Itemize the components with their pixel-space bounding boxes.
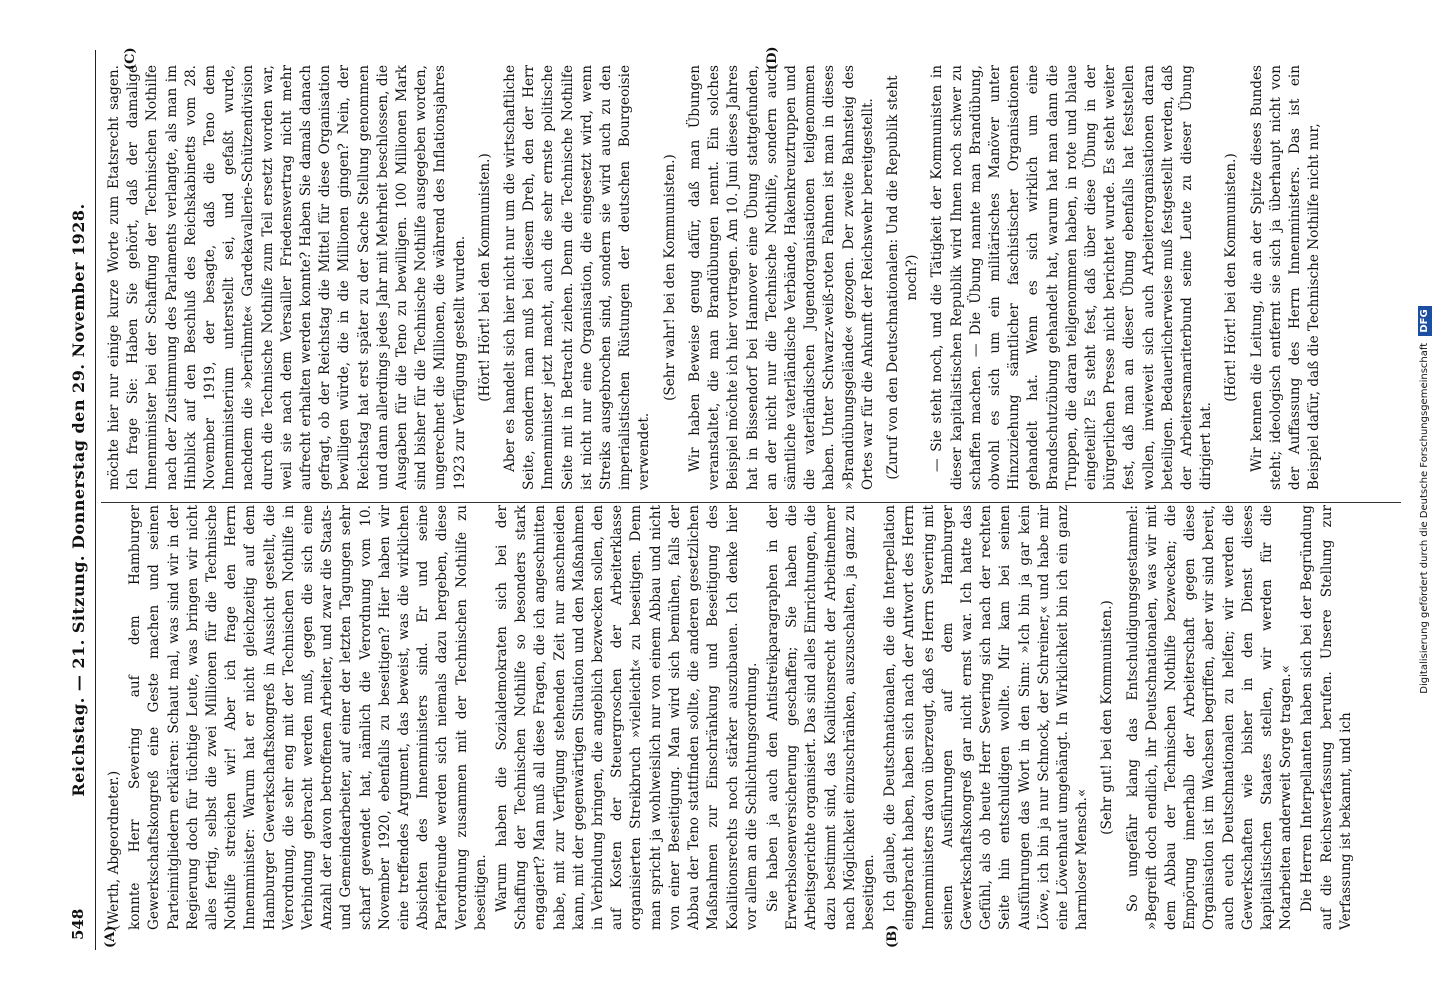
interjection: (Hört! Hört! bei den Kommunisten.)	[1223, 153, 1240, 402]
paragraph: So ungefähr klang das Entschuldigungsgestammel: »Begreift doch endlich, ihr Deutschnationalen, was wir mit dem Abbau der Technischen Nothilfe bezwecken; die Empörung innerhalb der Arbeiterschaft gegen diese Organisation ist im Wachsen begriffen, aber wir sind bereit, auch euch Deutschnationalen zu helfen; wir werden die Gewerkschaften wie bisher in den Dienst dieses kapitalistischen Staates stellen, wir werden für die Notarbeiten anderweit Sorge tragen.«	[1124, 505, 1295, 930]
page-header	[65, 50, 93, 950]
interjection: (Hört! Hört! bei den Kommunisten.)	[476, 153, 493, 402]
paragraph: Die Herren Interpellanten haben sich bei der Begründung auf die Reichsverfassung berufen. Unsere Stellung zur Verfassung ist bekannt, und ich	[1299, 505, 1354, 930]
paragraph: Wir kennen die Leitung, die an der Spitze dieses Bundes steht; ideologisch entfernt sie sich ja überhaupt nicht von der Auffassung des Herrn Innenministers. Das ist ein Beispiel dafür, daß die Technische Nothilfe nicht nur,	[1248, 65, 1323, 490]
paragraph: Warum haben die Sozialdemokraten sich bei der Schaffung der Technischen Nothilfe so besonders stark engagiert? Man muß all diese Fragen, die ich angeschnitten habe, mit zur Verfügung stehenden Zeit nur anschneiden kann, mit der gegenwärtigen Situation und den Maßnahmen in Verbindung bringen, die angeblich bezwecken sollen, den auf Kosten der Steuergroschen der Arbeiterklasse organisierten Streikbruch »vielleicht« zu beseitigen. Denn man spricht ja wohlweislich nur von einem Abbau und nicht von einer Beseitigung. Man wird sich bemühen, falls der Abbau der Teno stattfinden sollte, die anderen gesetzlichen Maßnahmen zur Einschränkung und Beseitigung des Koalitionsrechts noch stärker auszubauen. Ich denke hier vor allem an die Schlichtungsordnung.	[494, 505, 760, 930]
rotated-page	[65, 46, 1425, 950]
page-number: 548	[69, 908, 87, 940]
margin-marker-a: (A)	[103, 925, 118, 948]
paragraph: konnte Herr Severing auf dem Hamburger Gewerkschaftskongreß eine Geste machen und seinen Parteimitgliedern erklären: Schaut mal, was sind wir in der Regierung doch für tüchtige Leute, was bringen wir nicht alles fertig, selbst die zwei Millionen für die Technische Nothilfe streichen wir! Aber ich frage den Herrn Innenminister: Warum hat er nicht gleichzeitig auf dem Hamburger Gewerkschaftskongreß in Aussicht gestellt, die Verordnung, die sehr eng mit der Technischen Nothilfe in Verbindung gebracht werden muß, gegen die sich eine Anzahl der davon betroffenen Arbeiter, und zwar die Staats- und Gemeindearbeiter, auf einer der letzten Tagungen sehr scharf gewendet hat, nämlich die Verordnung vom 10. November 1920, ebenfalls zu beseitigen? Hier haben wir eine treffendes Argument, das beweist, was die wirklichen Absichten des Innenministers sind. Er und seine Parteifreunde werden sich niemals dazu hergeben, diese Verordnung zusammen mit der Technischen Nothilfe zu beseitigen.	[127, 505, 489, 930]
paragraph: Aber es handelt sich hier nicht nur um die wirtschaftliche Seite, sondern man muß bei diesem Dreh, den der Herr Innenminister jetzt macht, auch die sehr ernste politische Seite mit in Betracht ziehen. Denn die Technische Nothilfe ist nicht nur eine Organisation, die eingesetzt wird, wenn Streiks ausgebrochen sind, sondern sie wird auch zu den imperialistischen Rüstungen der deutschen Bourgeoisie verwendet.	[502, 65, 653, 490]
column-divider	[101, 502, 1401, 503]
digitization-credit	[1418, 5, 1432, 995]
margin-marker-d: (D)	[765, 46, 780, 70]
interjection: (Zuruf von den Deutschnationalen: Und die Republik steht noch?)	[884, 75, 921, 480]
margin-marker-c: (C)	[123, 47, 138, 70]
header-rule	[95, 50, 96, 950]
interjection: (Sehr gut! bei den Kommunisten.)	[1099, 600, 1116, 835]
paragraph: — Sie steht noch, und die Tätigkeit der Kommunisten in dieser kapitalistischen Republik wird Ihnen noch schwer zu schaffen machen. — Die Übung nannte man Brandübung, obwohl es sich um ein militärisches Manöver unter Hinzuziehung sämtlicher faschistischer Organisationen gehandelt hat. Wenn es sich wirklich um eine Brandschutzübung gehandelt hat, warum hat man dann die Truppen, die daran teilgenommen haben, in rote und blaue eingeteilt? Es steht fest, daß über diese Übung in der bürgerlichen Presse nicht berichtet wurde. Es steht weiter fest, daß man an dieser Übung ebenfalls hat feststellen wollen, inwieweit sich auch Arbeiterorganisationen daran beteiligen. Bedauerlicherweise muß festgestellt werden, daß der Arbeitersamariterbund seine Leute zu dieser Übung dirigiert hat.	[929, 65, 1215, 490]
paragraph: Ich glaube, die Deutschnationalen, die die Interpellation eingebracht haben, haben sich nach der Antwort des Herrn Innenministers davon überzeugt, daß es Herrn Severing mit seinen Ausführungen auf dem Hamburger Gewerkschaftskongreß gar nicht ernst war. Ich hatte das Gefühl, als ob heute Herr Severing sich nach der rechten Seite hin entschuldigen wollte. Mir kam bei seinen Ausführungen das Wort in den Sinn: »Ich bin ja gar kein Löwe, ich bin ja nur Schnock, der Schreiner,« und habe mir eine Löwenhaut umgehängt. In Wirklichkeit bin ich ein ganz harmloser Mensch.«	[882, 505, 1091, 930]
left-column	[105, 505, 1395, 930]
speaker-line: (Werth, Abgeordneter.)	[106, 770, 122, 930]
margin-marker-b: (B)	[885, 924, 900, 948]
paragraph: Wir haben Beweise genug dafür, daß man Übungen veranstaltet, die man Brandübungen nennt. Ein solches Beispiel möchte ich hier vortragen. Am 10. Juni dieses Jahres hat in Bissendorf bei Hannover eine Übung stattgefunden, an der nicht nur die Technische Nothilfe, sondern auch sämtliche vaterländische Verbände, Hakenkreuztruppen und die vaterländischen Jugendorganisationen teilgenommen haben. Unter Schwarz-weiß-roten Fahnen ist man in dieses »Brandübungsgelände« gezogen. Der zweite Bahnsteig des Ortes war für die Ankunft der Reichswehr bereitgestellt.	[686, 65, 876, 490]
paragraph: Sie haben ja auch den Antistreikparagraphen in der Erwerbslosenversicherung geschaffen; Sie haben die Arbeitsgerichte organisiert. Das sind alles Einrichtungen, die dazu bestimmt sind, das Koalitionsrecht der Arbeitnehmer nach Möglichkeit einzuschränken, auszuschalten, ja ganz zu beseitigen.	[764, 505, 877, 930]
interjection: (Sehr wahr! bei den Kommunisten.)	[661, 154, 678, 401]
paragraph: möchte hier nur einige kurze Worte zum Etatsrecht sagen. Ich frage Sie: Haben Sie gehört, daß der damalige Innenminister bei der Schaffung der Technischen Nothilfe nach der Zustimmung des Parlaments verlangte, als man im Hinblick auf den Beschluß des Reichskabinetts vom 28. November 1919, der besagte, daß die Teno dem Innenministerium unterstellt sei, und gefaßt wurde, nachdem die »berühmte« Gardekavallerie-Schützendivision durch die Technische Nothilfe zum Teil ersetzt worden war, weil sie nach dem Versailler Friedensvertrag nicht mehr aufrecht erhalten werden konnte? Haben Sie damals danach gefragt, ob der Reichstag die Mittel für diese Organisation bewilligen würde, die in die Millionen gingen? Nein, der Reichstag hat erst später zu der Sache Stellung genommen und dann allerdings jedes Jahr mit Mehrheit beschlossen, die Ausgaben für die Teno zu bewilligen. 100 Millionen Mark sind bisher für die Technische Nothilfe ausgegeben worden, ungerechnet die Millionen, die während des Inflationsjahres 1923 zur Verfügung gestellt wurden.	[106, 65, 468, 490]
credit-text: Digitalisierung gefördert durch die Deutsche Forschungsgemeinschaft	[1419, 342, 1430, 694]
right-column	[105, 65, 1395, 490]
dfg-logo: DFG	[1418, 306, 1432, 335]
running-title: Reichstag. — 21. Sitzung. Donnerstag den 29. November 1928.	[69, 203, 88, 797]
